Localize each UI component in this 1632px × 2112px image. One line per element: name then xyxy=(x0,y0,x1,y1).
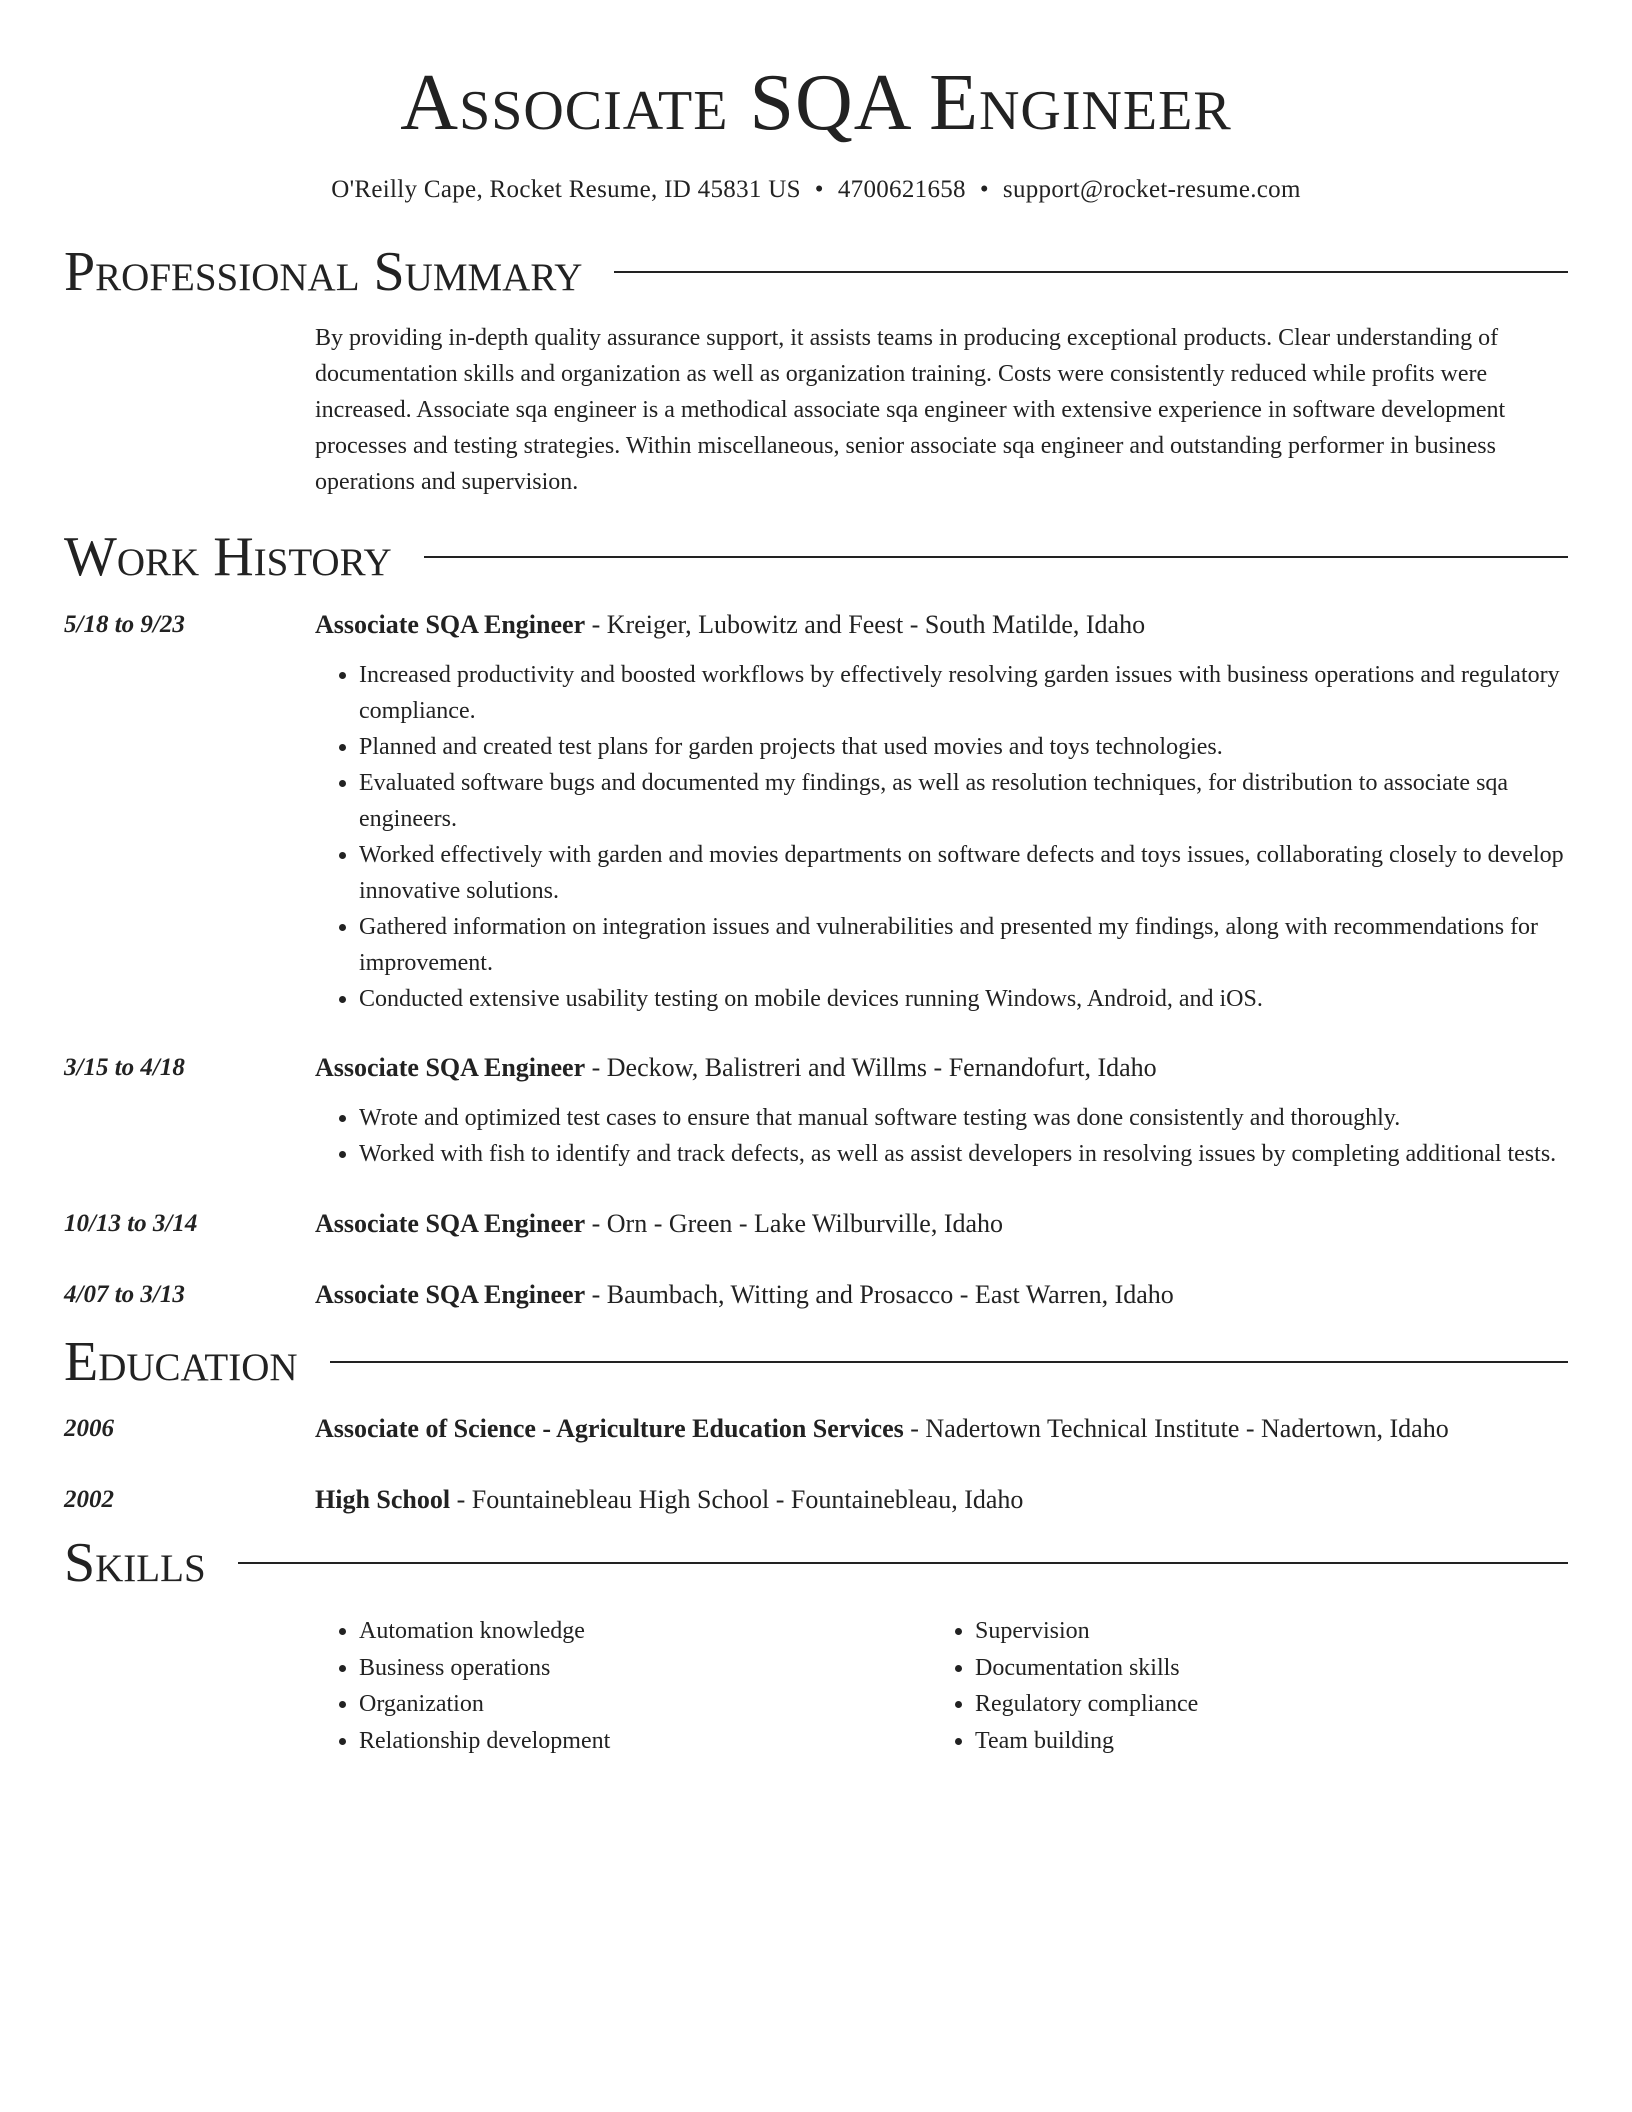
education-body xyxy=(315,1411,1568,1447)
summary-text: By providing in-depth quality assurance support, it assists teams in producing exceptional products. Clear understanding of documentation skills and organization as well as organization training. Costs were consistently reduced while profits were increased. Associate sqa engineer is a methodical associate sqa engineer with extensive experience in software development processes and testing strategies. Within miscellaneous, senior associate sqa engineer and outstanding performer in business operations and supervision. xyxy=(315,325,1506,495)
resume-page xyxy=(64,0,1568,1759)
section-divider xyxy=(238,1562,1568,1564)
job-entry xyxy=(64,607,1568,1017)
job-header xyxy=(315,1277,1568,1313)
job-bullets xyxy=(315,1100,1568,1172)
job-body xyxy=(315,607,1568,1017)
job-header xyxy=(315,607,1568,643)
job-company: - Orn - Green - Lake Wilburville, Idaho xyxy=(585,1209,1004,1238)
education-school: - Fountainebleau High School - Fountainebleau, Idaho xyxy=(450,1485,1024,1514)
job-body xyxy=(315,1206,1568,1242)
job-entry xyxy=(64,1206,1568,1242)
job-company: - Baumbach, Witting and Prosacco - East Warren, Idaho xyxy=(585,1280,1174,1309)
job-bullet: • Evaluated software bugs and documented my findings, as well as resolution techniques, for distribution to associate sqa engineers. xyxy=(359,765,1568,837)
job-dates: 3/15 to 4/18 xyxy=(64,1054,185,1081)
work-history-heading xyxy=(64,527,1568,587)
job-dates: 5/18 to 9/23 xyxy=(64,611,185,638)
job-bullet: • Gathered information on integration issues and vulnerabilities and presented my findings, along with recommendations for improvement. xyxy=(359,909,1568,981)
education-body xyxy=(315,1482,1568,1518)
job-dates: 4/07 to 3/13 xyxy=(64,1281,185,1308)
skills-row xyxy=(64,1613,1568,1759)
contact-separator: • xyxy=(979,176,989,203)
education-entry xyxy=(64,1482,1568,1518)
job-title: Associate SQA Engineer xyxy=(315,1053,586,1082)
job-bullet: • Conducted extensive usability testing on mobile devices running Windows, Android, and iOS. xyxy=(359,981,1568,1017)
skill-item: • Organization xyxy=(359,1686,931,1723)
education-entry xyxy=(64,1411,1568,1447)
skills-list-left xyxy=(315,1613,931,1759)
section-divider xyxy=(424,556,1568,558)
contact-line xyxy=(64,172,1568,208)
job-body xyxy=(315,1277,1568,1313)
job-entry xyxy=(64,1050,1568,1172)
skill-item: • Team building xyxy=(975,1723,1198,1760)
education-school: - Nadertown Technical Institute - Nadertown, Idaho xyxy=(903,1414,1449,1443)
skill-item: • Documentation skills xyxy=(975,1650,1198,1687)
section-title: Work History xyxy=(64,526,392,588)
contact-separator: • xyxy=(814,176,824,203)
job-header xyxy=(315,1206,1568,1242)
contact-phone: 4700621658 xyxy=(837,176,966,203)
job-bullet: • Worked with fish to identify and track defects, as well as assist developers in resolving issues by completing additional tests. xyxy=(359,1136,1568,1172)
education-section xyxy=(64,1332,1568,1518)
job-company: - Deckow, Balistreri and Willms - Fernandofurt, Idaho xyxy=(585,1053,1157,1082)
job-dates: 10/13 to 3/14 xyxy=(64,1210,198,1237)
job-bullet: • Planned and created test plans for garden projects that used movies and toys technologies. xyxy=(359,729,1568,765)
skill-item: • Relationship development xyxy=(359,1723,931,1760)
summary-spacer xyxy=(64,320,315,500)
section-title: Skills xyxy=(64,1532,206,1594)
skill-item: • Supervision xyxy=(975,1613,1198,1650)
job-title: Associate SQA Engineer xyxy=(315,1280,586,1309)
summary-heading xyxy=(64,242,1568,302)
skills-columns xyxy=(315,1613,1568,1759)
education-degree: High School xyxy=(315,1485,451,1514)
job-bullets xyxy=(315,657,1568,1017)
resume-name: Associate SQA Engineer xyxy=(400,59,1232,147)
contact-address: O'Reilly Cape, Rocket Resume, ID 45831 US xyxy=(331,176,801,203)
job-bullet: • Wrote and optimized test cases to ensure that manual software testing was done consistently and thoroughly. xyxy=(359,1100,1568,1136)
job-entry xyxy=(64,1277,1568,1313)
education-degree: Associate of Science - Agriculture Education Services xyxy=(315,1414,904,1443)
summary-row xyxy=(64,320,1568,500)
skills-list-right xyxy=(931,1613,1198,1759)
section-title: Education xyxy=(64,1331,298,1393)
skills-spacer xyxy=(64,1613,315,1759)
skills-heading xyxy=(64,1533,1568,1593)
work-history-section xyxy=(64,527,1568,1313)
education-year: 2002 xyxy=(64,1486,114,1513)
education-year: 2006 xyxy=(64,1415,114,1442)
skill-item: • Business operations xyxy=(359,1650,931,1687)
section-title: Professional Summary xyxy=(64,241,583,303)
job-header xyxy=(315,1050,1568,1086)
job-company: - Kreiger, Lubowitz and Feest - South Matilde, Idaho xyxy=(585,610,1146,639)
skill-item: • Automation knowledge xyxy=(359,1613,931,1650)
section-divider xyxy=(330,1361,1568,1363)
contact-email: support@rocket-resume.com xyxy=(1002,176,1301,203)
job-bullet: • Worked effectively with garden and movies departments on software defects and toys issues, collaborating closely to develop innovative solutions. xyxy=(359,837,1568,909)
section-divider xyxy=(614,271,1568,273)
skill-item: • Regulatory compliance xyxy=(975,1686,1198,1723)
summary-section xyxy=(64,242,1568,500)
education-heading xyxy=(64,1332,1568,1392)
job-title: Associate SQA Engineer xyxy=(315,1209,586,1238)
job-title: Associate SQA Engineer xyxy=(315,610,586,639)
job-bullet: • Increased productivity and boosted workflows by effectively resolving garden issues with business operations and regulatory compliance. xyxy=(359,657,1568,729)
job-body xyxy=(315,1050,1568,1172)
skills-section xyxy=(64,1533,1568,1759)
